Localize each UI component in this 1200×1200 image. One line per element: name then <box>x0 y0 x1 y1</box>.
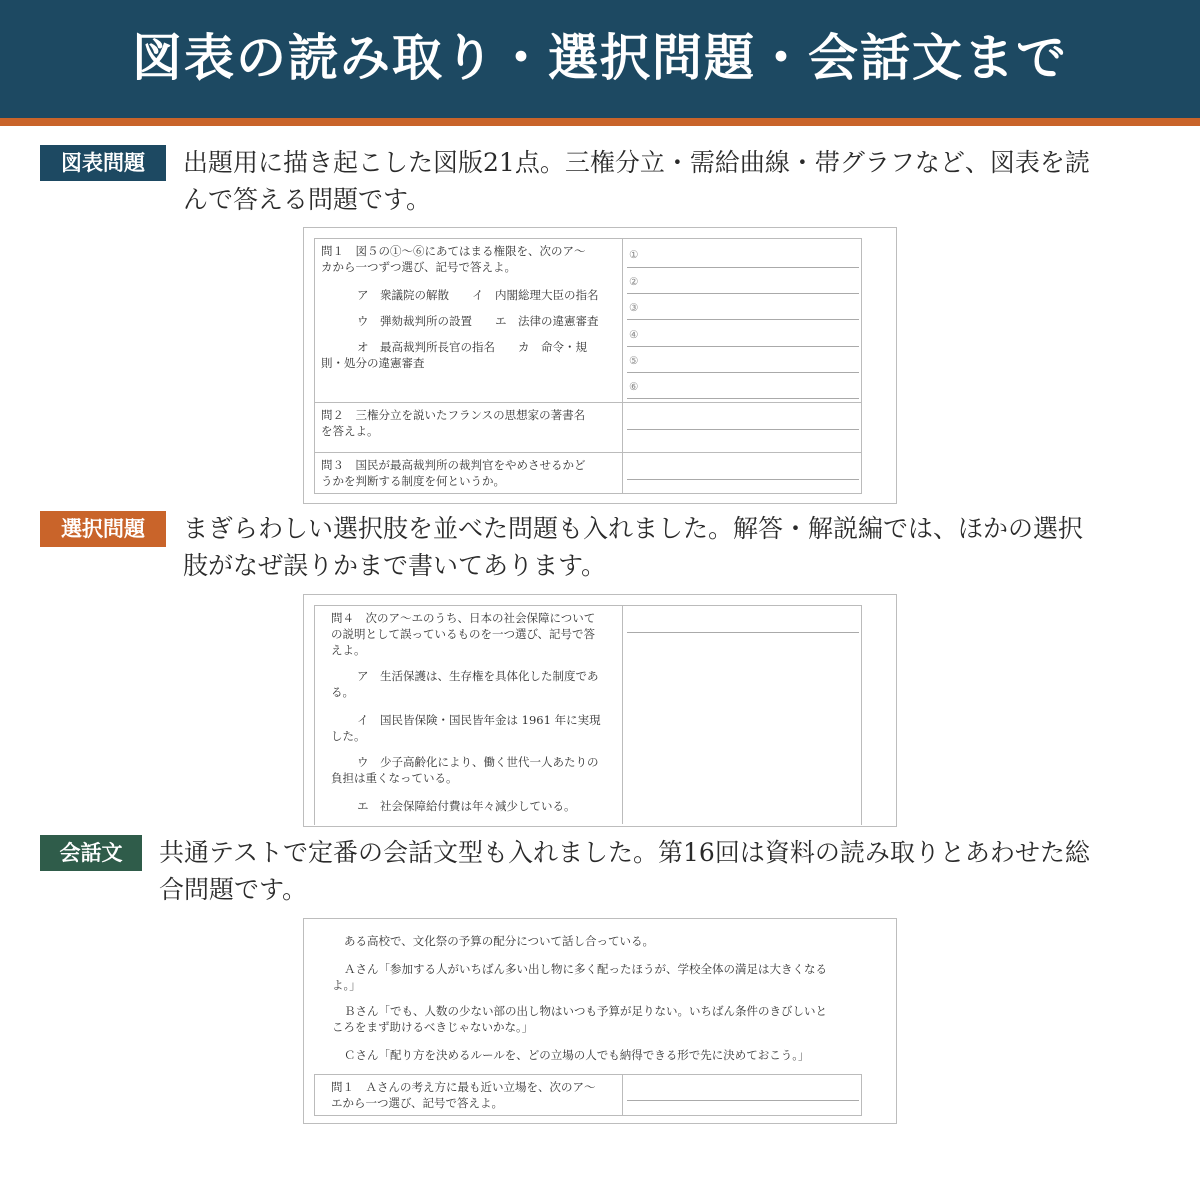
option-line: ウ 弾劾裁判所の設置 エ 法律の違憲審査 <box>357 314 599 328</box>
text-line: 負担は重くなっている。 <box>331 771 458 785</box>
text-line: ウ 少子高齢化により、働く世代一人あたりの <box>357 755 599 769</box>
answer-line <box>627 429 859 430</box>
option-line <box>331 668 621 700</box>
text-line: ア 生活保護は、生存権を具体化した制度であ <box>357 669 599 683</box>
answer-line <box>627 398 859 399</box>
question-text <box>321 407 621 439</box>
section-desc-figure <box>183 144 1173 218</box>
answer-number: ④ <box>629 329 639 341</box>
question-text <box>321 457 621 489</box>
text-line: よ。」 <box>332 978 361 992</box>
desc-line: 出題用に描き起こした図版21点。三権分立・需給曲線・帯グラフなど、図表を読 <box>183 148 1090 177</box>
answer-line <box>627 293 859 294</box>
section-desc-choice <box>183 510 1173 584</box>
text-line: Ｂさん「でも、人数の少ない部の出し物はいつも予算が足りない。いちばん条件のきびしいと <box>344 1004 827 1018</box>
section-tag-dialogue: 会話文 <box>40 835 142 871</box>
question-cell <box>315 403 623 452</box>
question-cell <box>315 1075 623 1115</box>
text-line: Ｃさん「配り方を決めるルールを、どの立場の人でも納得できる形で先に決めておこう。」 <box>344 1048 810 1062</box>
sample-sheet-choice <box>303 594 897 827</box>
text-line: 問１ 図５の①〜⑥にあてはまる権限を、次のア〜 <box>321 244 586 258</box>
dialogue-line <box>332 1047 892 1063</box>
sample-sheet-dialogue <box>303 918 897 1124</box>
header-banner <box>0 0 1200 118</box>
question-text <box>331 1079 621 1111</box>
answer-number: ① <box>629 249 639 261</box>
answer-line <box>627 346 859 347</box>
question-row <box>315 403 861 453</box>
text-line: 則・処分の違憲審査 <box>321 356 425 370</box>
question-text <box>331 610 621 658</box>
question-cell <box>315 606 623 824</box>
question-cell <box>315 239 623 402</box>
sample-sheet-figure <box>303 227 897 504</box>
answer-line <box>627 479 859 480</box>
answer-number: ⑥ <box>629 381 639 393</box>
question-row <box>315 606 861 824</box>
page-title: 図表の読み取り・選択問題・会話文まで <box>132 29 1068 87</box>
dialogue-line <box>332 961 892 993</box>
text-line: る。 <box>331 685 354 699</box>
option-line: ア 衆議院の解散 イ 内閣総理大臣の指名 <box>357 288 599 302</box>
option-line <box>331 754 621 786</box>
answer-number: ② <box>629 276 639 288</box>
text-line: ころをまず助けるべきじゃないかな。」 <box>332 1020 534 1034</box>
answer-line <box>627 632 859 633</box>
text-line: を答えよ。 <box>321 424 379 438</box>
desc-line: んで答える問題です。 <box>183 185 432 214</box>
option-line <box>321 339 621 371</box>
answer-line <box>627 372 859 373</box>
question-table <box>314 605 862 825</box>
section-tag-choice: 選択問題 <box>40 511 166 547</box>
answer-line <box>627 319 859 320</box>
desc-line: 共通テストで定番の会話文型も入れました。第16回は資料の読み取りとあわせた総 <box>159 838 1090 867</box>
text-line: イ 国民皆保険・国民皆年金は 1961 年に実現 <box>357 713 601 727</box>
question-row <box>315 1075 861 1115</box>
question-text <box>321 243 621 275</box>
answer-line <box>627 1100 859 1101</box>
desc-line: 肢がなぜ誤りかまで書いてあります。 <box>183 551 607 580</box>
header-accent-stripe <box>0 118 1200 126</box>
question-row <box>315 239 861 403</box>
section-desc-dialogue <box>159 834 1179 908</box>
text-line: の説明として誤っているものを一つ選び、記号で答 <box>331 627 596 641</box>
answer-line <box>627 267 859 268</box>
text-line: 問４ 次のア〜エのうち、日本の社会保障について <box>331 611 596 625</box>
text-line: した。 <box>331 729 366 743</box>
text-line: 問３ 国民が最高裁判所の裁判官をやめさせるかど <box>321 458 586 472</box>
text-line: オ 最高裁判所長官の指名 カ 命令・規 <box>357 340 587 354</box>
question-table <box>314 238 862 494</box>
text-line: 問１ Ａさんの考え方に最も近い立場を、次のア〜 <box>331 1080 596 1094</box>
question-cell <box>315 453 623 493</box>
text-line: 問２ 三権分立を説いたフランスの思想家の著書名 <box>321 408 586 422</box>
answer-number: ③ <box>629 302 639 314</box>
desc-line: まぎらわしい選択肢を並べた問題も入れました。解答・解説編では、ほかの選択 <box>183 514 1084 543</box>
text-line: えよ。 <box>331 643 366 657</box>
text-line: うかを判断する制度を何というか。 <box>321 474 505 488</box>
answer-number: ⑤ <box>629 355 639 367</box>
option-line <box>331 712 621 744</box>
desc-line: 合問題です。 <box>159 875 308 904</box>
option-line: エ 社会保障給付費は年々減少している。 <box>357 799 576 813</box>
question-table <box>314 1074 862 1116</box>
text-line: Ａさん「参加する人がいちばん多い出し物に多く配ったほうが、学校全体の満足は大きくなる <box>344 962 827 976</box>
question-row <box>315 453 861 493</box>
dialogue-intro: ある高校で、文化祭の予算の配分について話し合っている。 <box>344 934 655 948</box>
section-tag-figure: 図表問題 <box>40 145 166 181</box>
text-line: エから一つ選び、記号で答えよ。 <box>331 1096 504 1110</box>
dialogue-line <box>332 1003 892 1035</box>
text-line: カから一つずつ選び、記号で答えよ。 <box>321 260 517 274</box>
